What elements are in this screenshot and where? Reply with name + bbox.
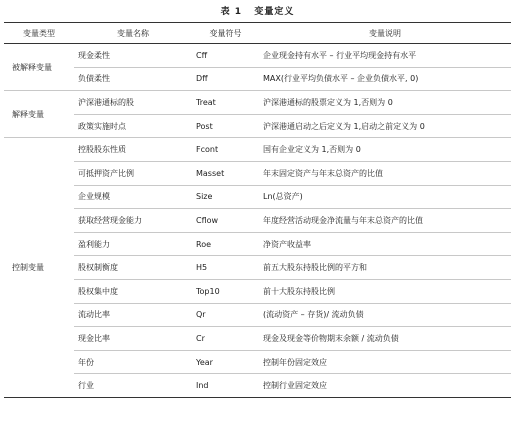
var-name: 行业 (74, 374, 192, 398)
var-symbol: Top10 (192, 279, 259, 303)
var-name: 现金柔性 (74, 44, 192, 68)
var-symbol: Roe (192, 232, 259, 256)
var-name: 可抵押资产比例 (74, 161, 192, 185)
var-description: 前十大股东持股比例 (259, 279, 511, 303)
header-row (4, 23, 511, 44)
var-symbol: Dff (192, 67, 259, 91)
var-symbol: Qr (192, 303, 259, 327)
table-row (4, 256, 511, 280)
group-explanatory: 解释变量 (4, 91, 74, 138)
var-description: 年末固定资产与年末总资产的比值 (259, 161, 511, 185)
table-row (4, 91, 511, 115)
header-name: 变量名称 (74, 23, 192, 44)
var-name: 股权制衡度 (74, 256, 192, 280)
var-description: 年度经营活动现金净流量与年末总资产的比值 (259, 209, 511, 233)
table-row (4, 185, 511, 209)
var-description: 前五大股东持股比例的平方和 (259, 256, 511, 280)
var-name: 沪深港通标的股 (74, 91, 192, 115)
table-row (4, 44, 511, 68)
var-description: MAX(行业平均负债水平 – 企业负债水平, 0) (259, 67, 511, 91)
table-row (4, 374, 511, 398)
header-type: 变量类型 (4, 23, 74, 44)
var-description: (流动资产 – 存货)/ 流动负债 (259, 303, 511, 327)
var-symbol: Treat (192, 91, 259, 115)
var-symbol: Fcont (192, 138, 259, 162)
var-symbol: Masset (192, 161, 259, 185)
var-description: 沪深港通启动之后定义为 1,启动之前定义为 0 (259, 114, 511, 138)
table-row (4, 327, 511, 351)
table-row (4, 138, 511, 162)
var-symbol: Ind (192, 374, 259, 398)
variable-definition-table (4, 22, 511, 398)
table-row (4, 279, 511, 303)
var-symbol: Cflow (192, 209, 259, 233)
var-symbol: H5 (192, 256, 259, 280)
table-row (4, 209, 511, 233)
table-caption: 表 1 变量定义 (220, 7, 295, 17)
var-name: 股权集中度 (74, 279, 192, 303)
table-row (4, 303, 511, 327)
group-control: 控制变量 (4, 138, 74, 398)
var-name: 控股股东性质 (74, 138, 192, 162)
var-name: 年份 (74, 350, 192, 374)
var-description: 净资产收益率 (259, 232, 511, 256)
table-row (4, 114, 511, 138)
var-name: 获取经营现金能力 (74, 209, 192, 233)
header-description: 变量说明 (259, 23, 511, 44)
table-row (4, 67, 511, 91)
var-name: 政策实施时点 (74, 114, 192, 138)
var-description: 控制年份固定效应 (259, 350, 511, 374)
var-name: 现金比率 (74, 327, 192, 351)
var-description: 国有企业定义为 1,否则为 0 (259, 138, 511, 162)
var-symbol: Post (192, 114, 259, 138)
group-explained: 被解释变量 (4, 44, 74, 91)
table-row (4, 232, 511, 256)
var-description: Ln(总资产) (259, 185, 511, 209)
table-row (4, 161, 511, 185)
var-description: 企业现金持有水平 – 行业平均现金持有水平 (259, 44, 511, 68)
table-row (4, 350, 511, 374)
var-symbol: Cr (192, 327, 259, 351)
var-symbol: Year (192, 350, 259, 374)
var-name: 负债柔性 (74, 67, 192, 91)
var-name: 流动比率 (74, 303, 192, 327)
header-symbol: 变量符号 (192, 23, 259, 44)
var-symbol: Cff (192, 44, 259, 68)
var-symbol: Size (192, 185, 259, 209)
var-name: 企业规模 (74, 185, 192, 209)
var-description: 沪深港通标的股票定义为 1,否则为 0 (259, 91, 511, 115)
var-name: 盈利能力 (74, 232, 192, 256)
var-description: 控制行业固定效应 (259, 374, 511, 398)
var-description: 现金及现金等价物期末余额 / 流动负债 (259, 327, 511, 351)
